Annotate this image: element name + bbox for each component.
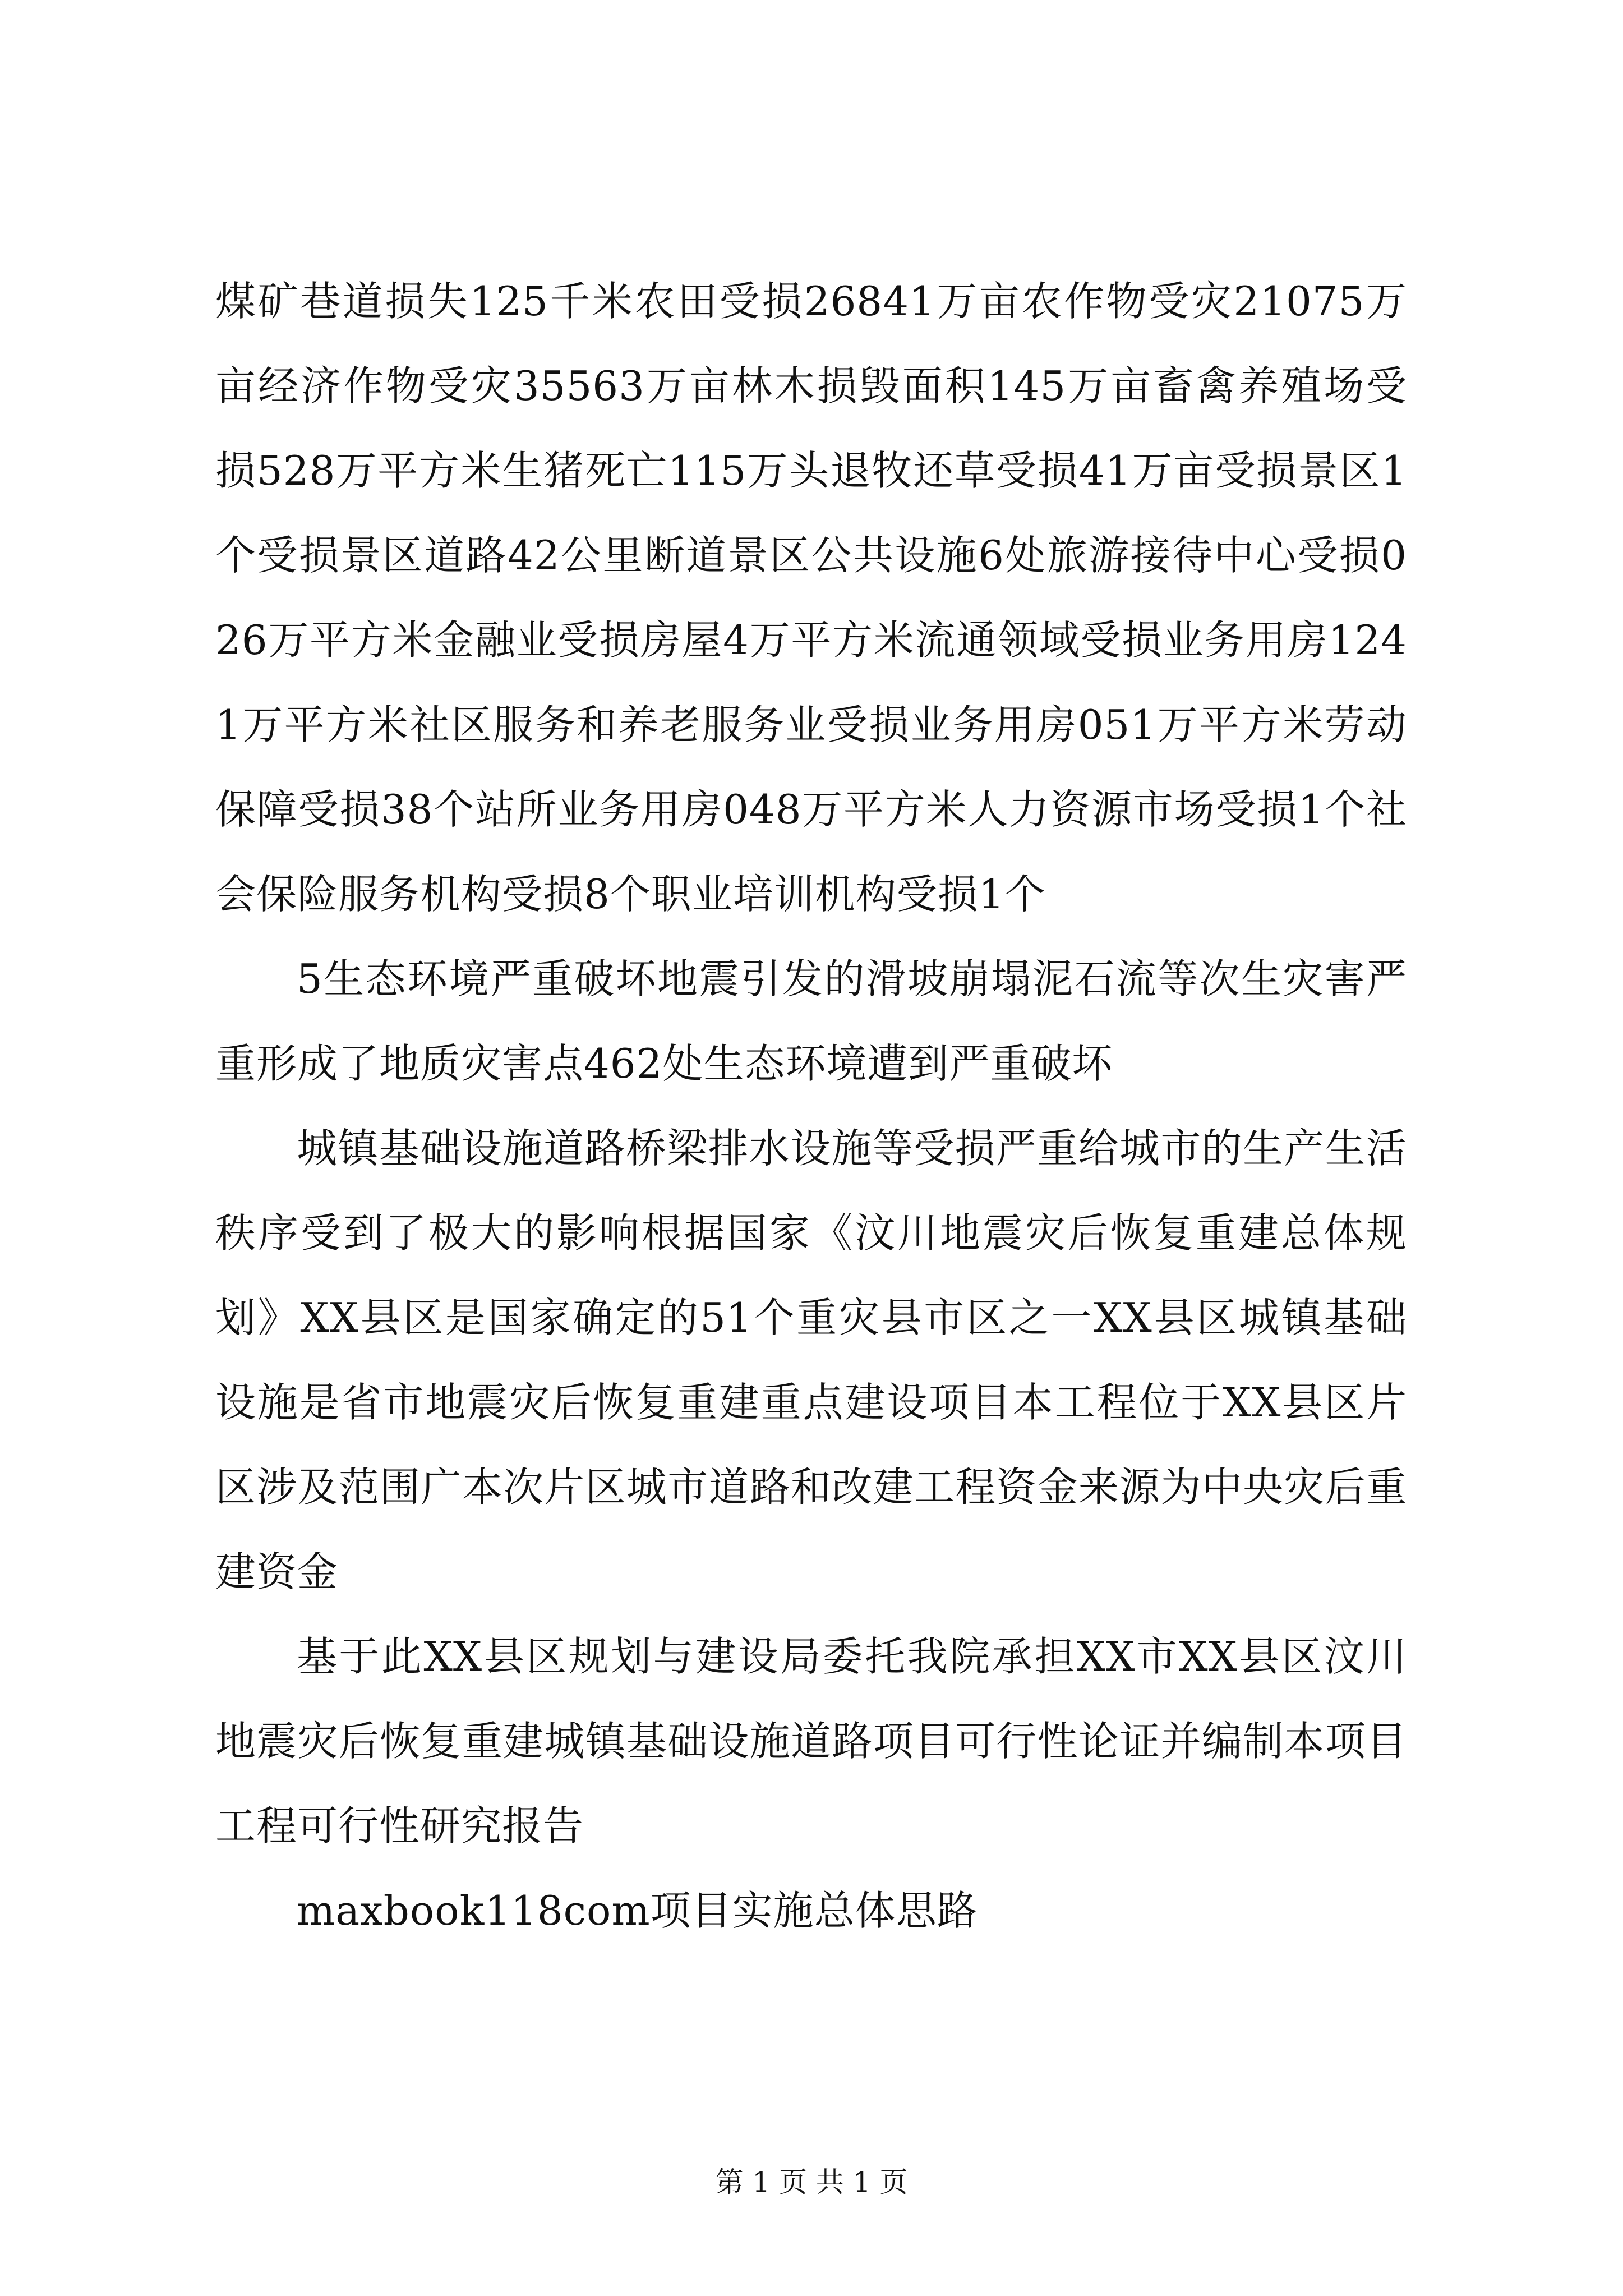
page-footer: 第 1 页 共 1 页 bbox=[715, 2166, 908, 2198]
paragraph-damage-statistics: 煤矿巷道损失125千米农田受损26841万亩农作物受灾21075万亩经济作物受灾35563万亩林木损毁面积145万亩畜禽养殖场受损528万平方米生猪死亡115万头退牧还草受损41万亩受损景区1个受损景区道路42公里断道景区公共设施6处旅游接待中心受损026万平方米金融业受损房屋4万平方米流通领域受损业务用房1241万平方米社区服务和养老服务业受损业务用房051万平方米劳动保障受损38个站所业务用房048万平方米人力资源市场受损1个社会保险服务机构受损8个职业培训机构受损1个 bbox=[215, 278, 1407, 918]
document-body bbox=[215, 259, 1407, 1953]
paragraph-infrastructure: 城镇基础设施道路桥梁排水设施等受损严重给城市的生产生活秩序受到了极大的影响根据国家《汶川地震灾后恢复重建总体规划》XX县区是国家确定的51个重灾县市区之一XX县区城镇基础设施是省市地震灾后恢复重建重点建设项目本工程位于XX县区片区涉及范围广本次片区城市道路和改建工程资金来源为中央灾后重建资金 bbox=[215, 1125, 1407, 1595]
paragraph-commission: 基于此XX县区规划与建设局委托我院承担XX市XX县区汶川地震灾后恢复重建城镇基础设施道路项目可行性论证并编制本项目工程可行性研究报告 bbox=[215, 1633, 1407, 1849]
paragraph-section-heading: maxbook118com项目实施总体思路 bbox=[297, 1887, 978, 1934]
paragraph-ecological-damage: 5生态环境严重破坏地震引发的滑坡崩塌泥石流等次生灾害严重形成了地质灾害点462处生态环境遭到严重破坏 bbox=[215, 955, 1407, 1087]
